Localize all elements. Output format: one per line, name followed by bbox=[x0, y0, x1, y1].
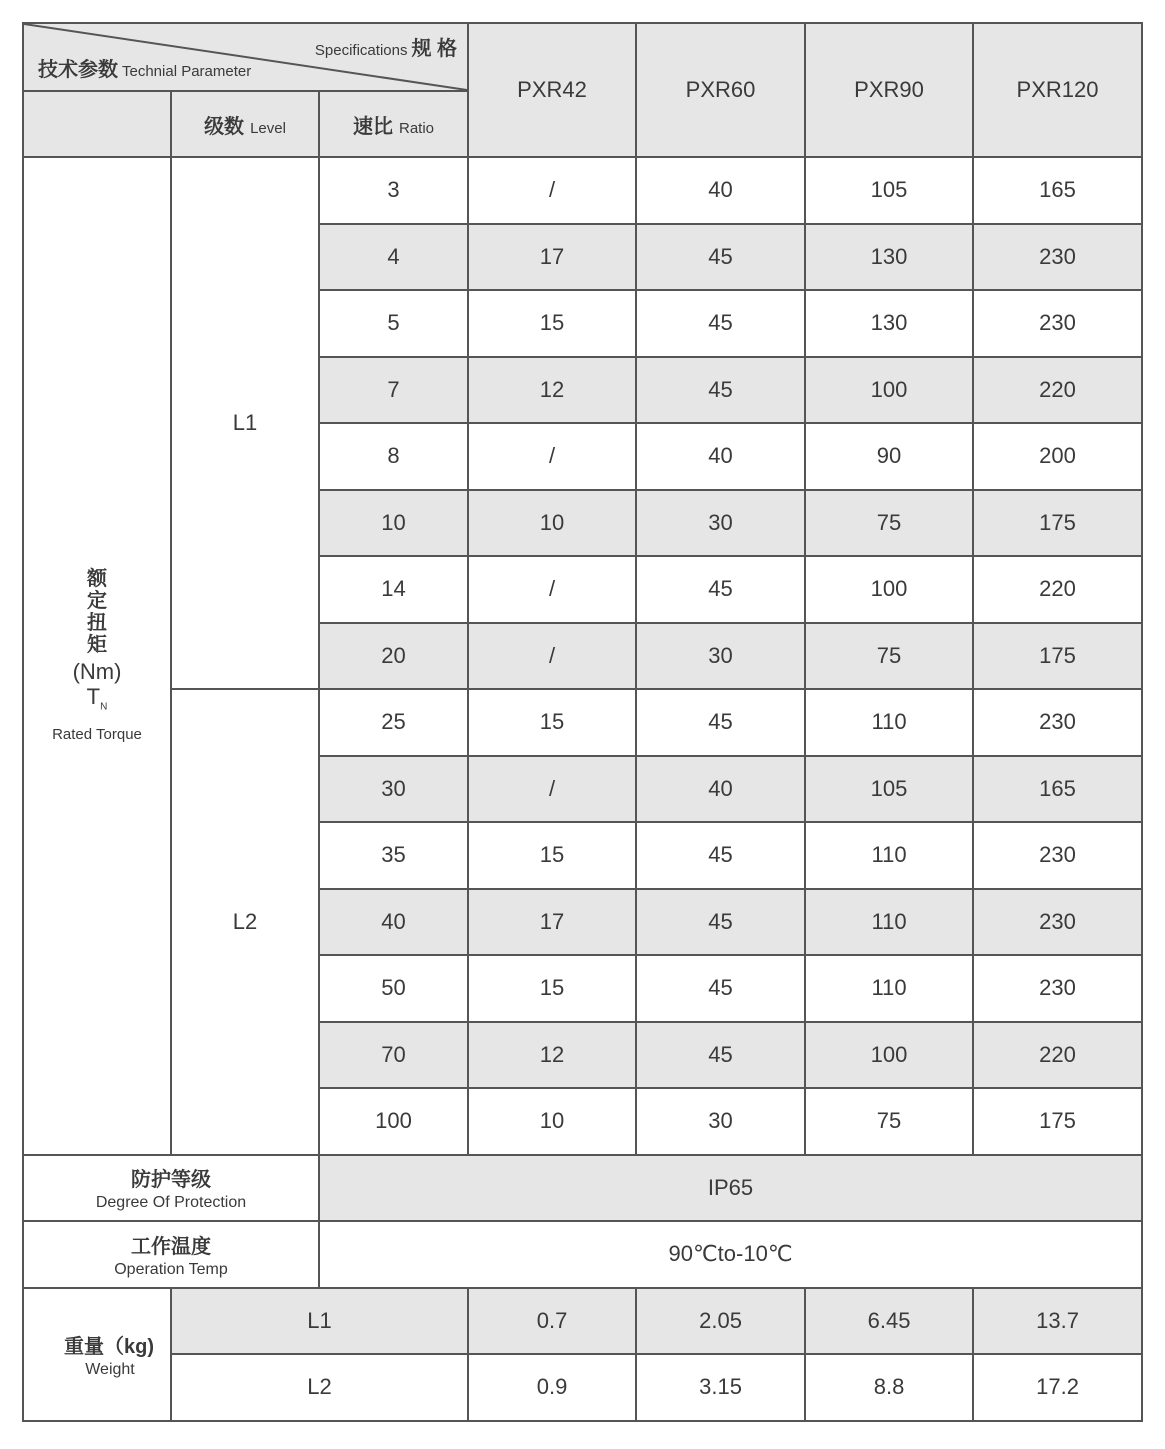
torque-value-cell: 230 bbox=[973, 689, 1142, 756]
torque-value-cell: 30 bbox=[636, 1088, 805, 1155]
ratio-cell: 25 bbox=[319, 689, 468, 756]
torque-value-cell: 17 bbox=[468, 889, 636, 956]
protection-value: IP65 bbox=[319, 1155, 1142, 1222]
torque-value-cell: 17 bbox=[468, 224, 636, 291]
symbol-main: T bbox=[86, 684, 101, 710]
torque-value-cell: 10 bbox=[468, 490, 636, 557]
model-header: PXR120 bbox=[973, 23, 1142, 157]
torque-value-cell: 45 bbox=[636, 1022, 805, 1089]
torque-value-cell: 15 bbox=[468, 822, 636, 889]
torque-value-cell: / bbox=[468, 423, 636, 490]
torque-value-cell: 40 bbox=[636, 756, 805, 823]
torque-value-cell: 100 bbox=[805, 556, 973, 623]
torque-value-cell: / bbox=[468, 623, 636, 690]
weight-row bbox=[23, 1288, 1142, 1355]
torque-value-cell: 175 bbox=[973, 1088, 1142, 1155]
rated-torque-symbol bbox=[24, 685, 170, 713]
ratio-cell: 4 bbox=[319, 224, 468, 291]
weight-value-cell: 0.9 bbox=[468, 1354, 636, 1421]
torque-value-cell: 40 bbox=[636, 157, 805, 224]
ratio-cell: 7 bbox=[319, 357, 468, 424]
rated-torque-label bbox=[23, 157, 171, 1155]
level-cn: 级数 bbox=[204, 115, 245, 138]
torque-value-cell: 130 bbox=[805, 224, 973, 291]
torque-value-cell: 100 bbox=[805, 1022, 973, 1089]
protection-cn: 防护等级 bbox=[131, 1169, 211, 1192]
temperature-label bbox=[23, 1221, 319, 1288]
blank-header-cell bbox=[23, 91, 171, 157]
torque-value-cell: / bbox=[468, 556, 636, 623]
torque-value-cell: 175 bbox=[973, 490, 1142, 557]
torque-value-cell: 15 bbox=[468, 290, 636, 357]
torque-value-cell: 100 bbox=[805, 357, 973, 424]
ratio-cell: 3 bbox=[319, 157, 468, 224]
level-cell: L1 bbox=[171, 157, 319, 689]
torque-value-cell: 75 bbox=[805, 1088, 973, 1155]
temperature-row bbox=[23, 1221, 1142, 1288]
torque-value-cell: 230 bbox=[973, 955, 1142, 1022]
torque-value-cell: 75 bbox=[805, 623, 973, 690]
rated-torque-cn: 额定扭矩 bbox=[87, 568, 107, 657]
torque-value-cell: 45 bbox=[636, 955, 805, 1022]
torque-value-cell: 105 bbox=[805, 157, 973, 224]
weight-level-cell: L1 bbox=[171, 1288, 468, 1355]
torque-value-cell: / bbox=[468, 157, 636, 224]
ratio-header bbox=[319, 91, 468, 157]
rated-torque-unit: (Nm) bbox=[72, 659, 122, 685]
torque-value-cell: 45 bbox=[636, 556, 805, 623]
torque-row bbox=[23, 689, 1142, 756]
ratio-cell: 5 bbox=[319, 290, 468, 357]
ratio-cell: 30 bbox=[319, 756, 468, 823]
level-en: Level bbox=[250, 119, 286, 137]
model-header: PXR42 bbox=[468, 23, 636, 157]
torque-value-cell: 200 bbox=[973, 423, 1142, 490]
weight-value-cell: 3.15 bbox=[636, 1354, 805, 1421]
parameter-en: Technial Parameter bbox=[122, 63, 252, 80]
torque-value-cell: 15 bbox=[468, 955, 636, 1022]
weight-en: Weight bbox=[85, 1360, 135, 1378]
torque-value-cell: 12 bbox=[468, 357, 636, 424]
weight-value-cell: 17.2 bbox=[973, 1354, 1142, 1421]
weight-row bbox=[23, 1354, 1142, 1421]
torque-value-cell: 40 bbox=[636, 423, 805, 490]
torque-value-cell: 45 bbox=[636, 357, 805, 424]
model-header: PXR90 bbox=[805, 23, 973, 157]
ratio-cell: 35 bbox=[319, 822, 468, 889]
torque-value-cell: 220 bbox=[973, 1022, 1142, 1089]
rated-torque-en: Rated Torque bbox=[52, 726, 142, 744]
torque-value-cell: 220 bbox=[973, 556, 1142, 623]
temperature-en: Operation Temp bbox=[114, 1260, 228, 1278]
level-header bbox=[171, 91, 319, 157]
level-cell: L2 bbox=[171, 689, 319, 1155]
ratio-cn: 速比 bbox=[353, 115, 393, 138]
torque-value-cell: 105 bbox=[805, 756, 973, 823]
symbol-sub: N bbox=[100, 701, 108, 713]
weight-label bbox=[23, 1288, 171, 1421]
torque-value-cell: 75 bbox=[805, 490, 973, 557]
torque-value-cell: 230 bbox=[973, 224, 1142, 291]
weight-value-cell: 0.7 bbox=[468, 1288, 636, 1355]
weight-cn: 重量（kg) bbox=[64, 1335, 154, 1358]
torque-value-cell: 175 bbox=[973, 623, 1142, 690]
torque-value-cell: 45 bbox=[636, 889, 805, 956]
torque-value-cell: 230 bbox=[973, 889, 1142, 956]
parameter-label bbox=[38, 53, 251, 82]
header-corner-cell bbox=[23, 23, 468, 91]
torque-value-cell: 30 bbox=[636, 490, 805, 557]
ratio-cell: 20 bbox=[319, 623, 468, 690]
ratio-en: Ratio bbox=[399, 119, 435, 137]
ratio-cell: 100 bbox=[319, 1088, 468, 1155]
torque-value-cell: / bbox=[468, 756, 636, 823]
weight-value-cell: 2.05 bbox=[636, 1288, 805, 1355]
torque-value-cell: 165 bbox=[973, 756, 1142, 823]
torque-value-cell: 15 bbox=[468, 689, 636, 756]
torque-value-cell: 90 bbox=[805, 423, 973, 490]
specifications-label bbox=[315, 32, 457, 61]
ratio-cell: 14 bbox=[319, 556, 468, 623]
temperature-value: 90℃to-10℃ bbox=[319, 1221, 1142, 1288]
specifications-cn: 规 格 bbox=[411, 38, 458, 60]
torque-value-cell: 230 bbox=[973, 290, 1142, 357]
weight-value-cell: 6.45 bbox=[805, 1288, 973, 1355]
ratio-cell: 50 bbox=[319, 955, 468, 1022]
weight-value-cell: 8.8 bbox=[805, 1354, 973, 1421]
temperature-cn: 工作温度 bbox=[131, 1235, 211, 1258]
torque-value-cell: 130 bbox=[805, 290, 973, 357]
torque-value-cell: 10 bbox=[468, 1088, 636, 1155]
ratio-cell: 8 bbox=[319, 423, 468, 490]
torque-value-cell: 230 bbox=[973, 822, 1142, 889]
torque-value-cell: 45 bbox=[636, 224, 805, 291]
protection-row bbox=[23, 1155, 1142, 1222]
weight-value-cell: 13.7 bbox=[973, 1288, 1142, 1355]
weight-level-cell: L2 bbox=[171, 1354, 468, 1421]
torque-value-cell: 110 bbox=[805, 889, 973, 956]
spec-table bbox=[22, 22, 1143, 1422]
torque-value-cell: 12 bbox=[468, 1022, 636, 1089]
specifications-en: Specifications bbox=[314, 42, 408, 59]
torque-value-cell: 45 bbox=[636, 689, 805, 756]
torque-value-cell: 110 bbox=[805, 822, 973, 889]
torque-value-cell: 165 bbox=[973, 157, 1142, 224]
ratio-cell: 40 bbox=[319, 889, 468, 956]
ratio-cell: 70 bbox=[319, 1022, 468, 1089]
torque-value-cell: 110 bbox=[805, 955, 973, 1022]
torque-row bbox=[23, 157, 1142, 224]
protection-label bbox=[23, 1155, 319, 1222]
torque-value-cell: 110 bbox=[805, 689, 973, 756]
torque-value-cell: 30 bbox=[636, 623, 805, 690]
torque-value-cell: 220 bbox=[973, 357, 1142, 424]
model-header: PXR60 bbox=[636, 23, 805, 157]
parameter-cn: 技术参数 bbox=[38, 59, 118, 81]
protection-en: Degree Of Protection bbox=[95, 1194, 247, 1212]
torque-value-cell: 45 bbox=[636, 290, 805, 357]
ratio-cell: 10 bbox=[319, 490, 468, 557]
torque-value-cell: 45 bbox=[636, 822, 805, 889]
